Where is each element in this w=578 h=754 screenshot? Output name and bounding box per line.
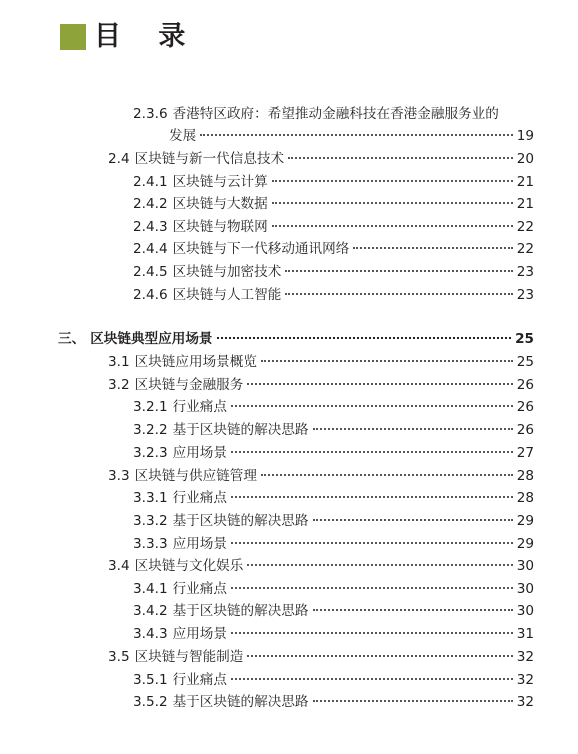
toc-dot-leader: [231, 678, 513, 680]
toc-dot-leader: [231, 542, 513, 544]
toc-entry-number: 3.3: [108, 468, 130, 484]
toc-entry-number: 2.4.1: [133, 174, 168, 190]
toc-entry-title: 应用场景: [172, 626, 227, 642]
toc-dot-leader: [231, 496, 513, 498]
toc-dot-leader: [261, 474, 513, 476]
toc-entry[interactable]: [133, 397, 534, 417]
toc-entry[interactable]: [108, 556, 534, 576]
toc-dot-leader: [272, 225, 513, 227]
toc-entry-number: 3.2.1: [133, 399, 168, 415]
toc-page-number: 19: [516, 128, 534, 144]
toc-entry[interactable]: [108, 375, 534, 395]
toc-entry-number: 2.4.4: [133, 241, 168, 257]
toc-entry[interactable]: [108, 647, 534, 667]
toc-entry-number: 3.3.1: [133, 490, 168, 506]
toc-entry[interactable]: [133, 488, 534, 508]
toc-dot-leader: [313, 428, 513, 430]
toc-entry-title: 区块链与金融服务: [134, 377, 244, 393]
toc-dot-leader: [247, 383, 512, 385]
toc-dot-leader: [313, 609, 513, 611]
toc-page-number: 32: [516, 694, 534, 710]
toc-entry-title: 行业痛点: [172, 672, 227, 688]
toc-dot-leader: [231, 451, 513, 453]
toc-entry[interactable]: [133, 670, 534, 690]
toc-entry-number: 3.2: [108, 377, 130, 393]
toc-dot-leader: [313, 700, 513, 702]
toc-dot-leader: [231, 632, 513, 634]
toc-entry-number: 3.4: [108, 558, 130, 574]
toc-page-number: 29: [516, 536, 534, 552]
toc-entry[interactable]: [133, 285, 534, 305]
toc-entry[interactable]: [108, 149, 534, 169]
toc-page-number: 25: [515, 331, 534, 347]
toc-entry[interactable]: [133, 624, 534, 644]
toc-entry[interactable]: [133, 692, 534, 712]
toc-entry-number: 三、: [58, 331, 86, 347]
toc-entry[interactable]: [133, 443, 534, 463]
toc-entry-title: 区块链与大数据: [172, 196, 268, 212]
toc-entry-number: 3.5.2: [133, 694, 168, 710]
toc-entry[interactable]: [108, 352, 534, 372]
toc-entry-title: 基于区块链的解决思路: [172, 694, 309, 710]
toc-dot-leader: [285, 270, 512, 272]
toc-entry[interactable]: [133, 104, 499, 124]
toc-entry[interactable]: [133, 511, 534, 531]
toc-entry-title: 应用场景: [172, 536, 227, 552]
toc-page-number: 20: [516, 151, 534, 167]
toc-entry[interactable]: [133, 239, 534, 259]
toc-entry-number: 2.3.6: [133, 106, 168, 122]
toc-entry-title: 区块链与物联网: [172, 219, 268, 235]
toc-entry-title: 基于区块链的解决思路: [172, 422, 309, 438]
toc-entry-title: 行业痛点: [172, 581, 227, 597]
toc-entry[interactable]: [133, 579, 534, 599]
toc-dot-leader: [272, 180, 513, 182]
toc-page-number: 32: [516, 672, 534, 688]
toc-dot-leader: [217, 337, 512, 339]
toc-dot-leader: [313, 519, 513, 521]
toc-page-number: 26: [516, 422, 534, 438]
toc-entry-title: 区块链应用场景概览: [134, 354, 257, 370]
toc-page-number: 26: [516, 399, 534, 415]
header-accent-square: [60, 24, 86, 50]
toc-page-number: 31: [516, 626, 534, 642]
toc-entry-number: 2.4.2: [133, 196, 168, 212]
toc-section-heading[interactable]: [58, 329, 534, 349]
toc-page-number: 22: [516, 241, 534, 257]
toc-entry-number: 3.5.1: [133, 672, 168, 688]
toc-dot-leader: [353, 247, 512, 249]
toc-dot-leader: [247, 564, 512, 566]
toc-page-number: 30: [516, 603, 534, 619]
toc-entry-title: 基于区块链的解决思路: [172, 603, 309, 619]
toc-entry-title: 区块链典型应用场景: [90, 331, 213, 347]
toc-page-number: 32: [516, 649, 534, 665]
toc-entry-number: 3.4.1: [133, 581, 168, 597]
toc-entry-number: 2.4.6: [133, 287, 168, 303]
toc-entry-title: 区块链与文化娱乐: [134, 558, 244, 574]
toc-entry-title: 发展: [169, 128, 197, 144]
toc-entry-title: 区块链与新一代信息技术: [134, 151, 285, 167]
toc-entry-title: 行业痛点: [172, 490, 227, 506]
toc-entry[interactable]: [133, 534, 534, 554]
toc-page-number: 21: [516, 196, 534, 212]
toc-entry[interactable]: [133, 262, 534, 282]
toc-entry[interactable]: [133, 420, 534, 440]
toc-entry-number: 2.4.5: [133, 264, 168, 280]
toc-entry-number: 3.4.3: [133, 626, 168, 642]
toc-page-number: 30: [516, 558, 534, 574]
toc-entry-number: 3.2.2: [133, 422, 168, 438]
toc-dot-leader: [247, 655, 512, 657]
toc-header: [60, 22, 199, 52]
toc-page-number: 25: [516, 354, 534, 370]
toc-entry-title: 香港特区政府：希望推动金融科技在香港金融服务业的: [172, 106, 499, 122]
toc-entry-title: 区块链与智能制造: [134, 649, 244, 665]
toc-page-number: 28: [516, 490, 534, 506]
toc-entry-title: 区块链与云计算: [172, 174, 268, 190]
toc-dot-leader: [261, 360, 513, 362]
toc-page-number: 27: [516, 445, 534, 461]
toc-page-number: 23: [516, 264, 534, 280]
toc-entry[interactable]: [108, 466, 534, 486]
toc-dot-leader: [272, 202, 513, 204]
toc-entry-number: 3.3.2: [133, 513, 168, 529]
toc-dot-leader: [231, 587, 513, 589]
toc-page-number: 30: [516, 581, 534, 597]
toc-page-number: 23: [516, 287, 534, 303]
toc-entry-title: 区块链与下一代移动通讯网络: [172, 241, 350, 257]
toc-entry-title: 区块链与加密技术: [172, 264, 282, 280]
toc-entry-number: 3.2.3: [133, 445, 168, 461]
toc-entry-title: 区块链与人工智能: [172, 287, 282, 303]
toc-dot-leader: [285, 293, 512, 295]
toc-entry-title: 基于区块链的解决思路: [172, 513, 309, 529]
toc-page-number: 22: [516, 219, 534, 235]
page-title: 目 录: [94, 21, 200, 52]
toc-entry[interactable]: [133, 172, 534, 192]
toc-page-number: 21: [516, 174, 534, 190]
toc-entry[interactable]: [169, 126, 534, 146]
toc-dot-leader: [231, 405, 513, 407]
toc-page-number: 29: [516, 513, 534, 529]
toc-entry-title: 应用场景: [172, 445, 227, 461]
toc-entry[interactable]: [133, 217, 534, 237]
toc-entry-number: 3.4.2: [133, 603, 168, 619]
toc-entry-number: 2.4: [108, 151, 130, 167]
toc-dot-leader: [200, 134, 513, 136]
toc-page-number: 26: [516, 377, 534, 393]
toc-page-number: 28: [516, 468, 534, 484]
toc-entry-number: 2.4.3: [133, 219, 168, 235]
toc-entry-title: 行业痛点: [172, 399, 227, 415]
toc-dot-leader: [288, 157, 513, 159]
toc-entry[interactable]: [133, 194, 534, 214]
toc-entry-title: 区块链与供应链管理: [134, 468, 257, 484]
toc-entry-number: 3.3.3: [133, 536, 168, 552]
toc-entry[interactable]: [133, 601, 534, 621]
toc-entry-number: 3.1: [108, 354, 130, 370]
toc-entry-number: 3.5: [108, 649, 130, 665]
